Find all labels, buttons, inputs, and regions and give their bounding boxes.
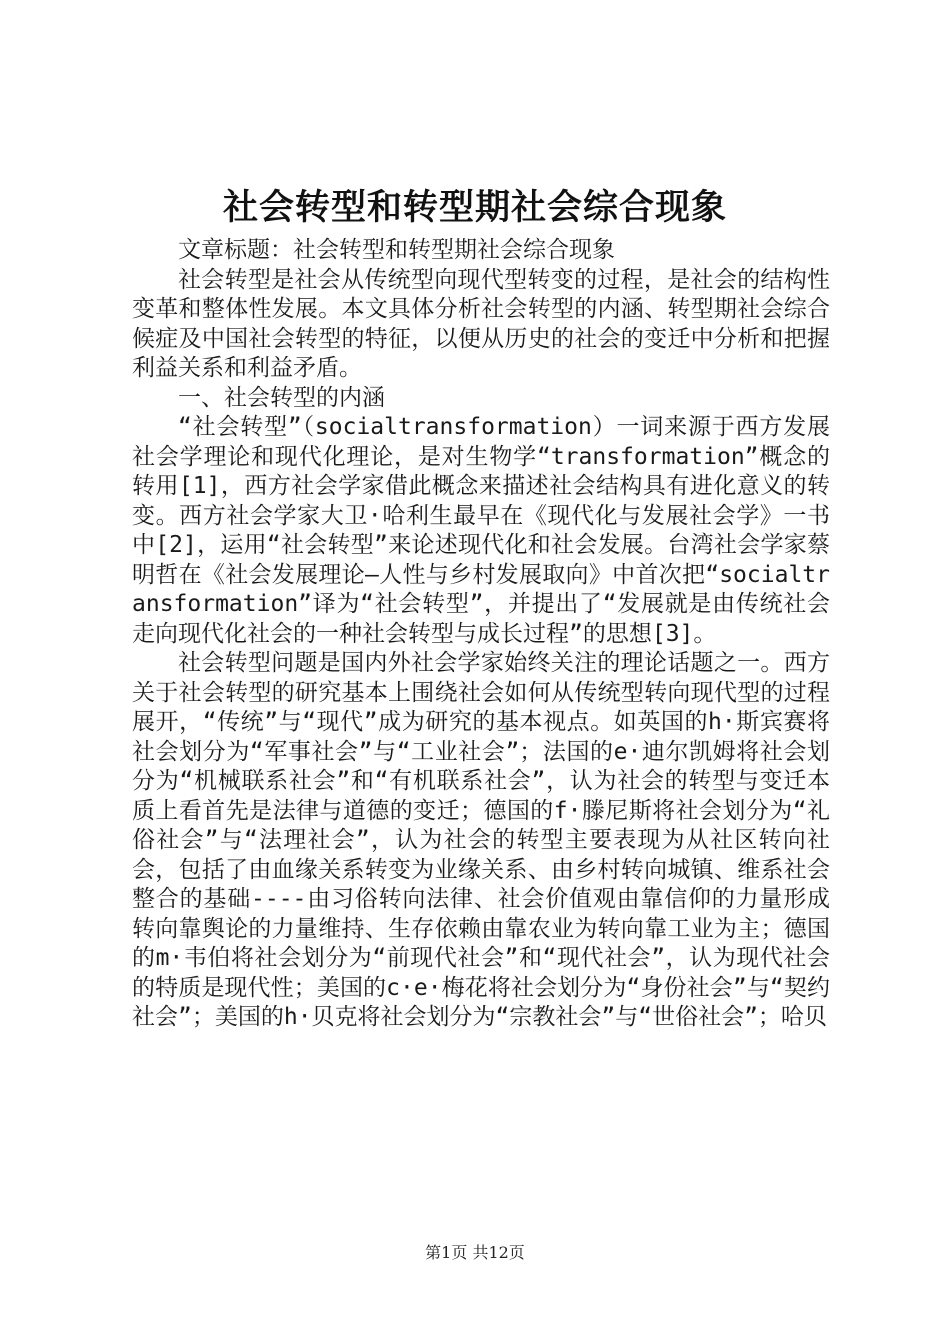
paragraph-abstract: 社会转型是社会从传统型向现代型转变的过程，是社会的结构性变革和整体性发展。本文具体分析社会转型的内涵、转型期社会综合候症及中国社会转型的特征，以便从历史的社会的变迁中分析和把握利益关系和利益矛盾。 (132, 266, 830, 381)
section-heading-connotation: 一、社会转型的内涵 (178, 384, 385, 411)
page-number-footer: 第1页 共12页 (425, 1243, 525, 1262)
document-title: 社会转型和转型期社会综合现象 (222, 187, 727, 228)
paragraph-theories: 社会转型问题是国内外社会学家始终关注的理论话题之一。西方关于社会转型的研究基本上围绕社会如何从传统型转向现代型的过程展开，“传统”与“现代”成为研究的基本视点。如英国的h·斯宾赛将社会划分为“军事社会”与“工业社会”；法国的e·迪尔凯姆将社会划分为“机械联系社会”和“有机联系社会”，认为社会的转型与变迁本质上看首先是法律与道德的变迁；德国的f·滕尼斯将社会划分为“礼俗社会”与“法理社会”，认为社会的转型主要表现为从社区转向社会，包括了由血缘关系转变为业缘关系、由乡村转向城镇、维系社会整合的基础----由习俗转向法律、社会价值观由靠信仰的力量形成转向靠舆论的力量维持、生存依赖由靠农业为转向靠工业为主；德国的m·韦伯将社会划分为“前现代社会”和“现代社会”，认为现代社会的特质是现代性；美国的c·e·梅花将社会划分为“身份社会”与“契约社会”；美国的h·贝克将社会划分为“宗教社会”与“世俗社会”；哈贝 (132, 650, 830, 1030)
paragraph-article-heading: 文章标题：社会转型和转型期社会综合现象 (178, 237, 615, 263)
paragraph-term-origin: “社会转型”（socialtransformation）一词来源于西方发展社会学理论和现代化理论，是对生物学“transformation”概念的转用[1]，西方社会学家借此概念来描述社会结构具有进化意义的转变。西方社会学家大卫·哈利生最早在《现代化与发展社会学》一书中[2]，运用“社会转型”来论述现代化和社会发展。台湾社会学家蔡明哲在《社会发展理论—人性与乡村发展取向》中首次把“socialtransformation”译为“社会转型”，并提出了“发展就是由传统社会走向现代化社会的一种社会转型与成长过程”的思想[3]。 (132, 414, 830, 647)
document-body (132, 236, 830, 1033)
